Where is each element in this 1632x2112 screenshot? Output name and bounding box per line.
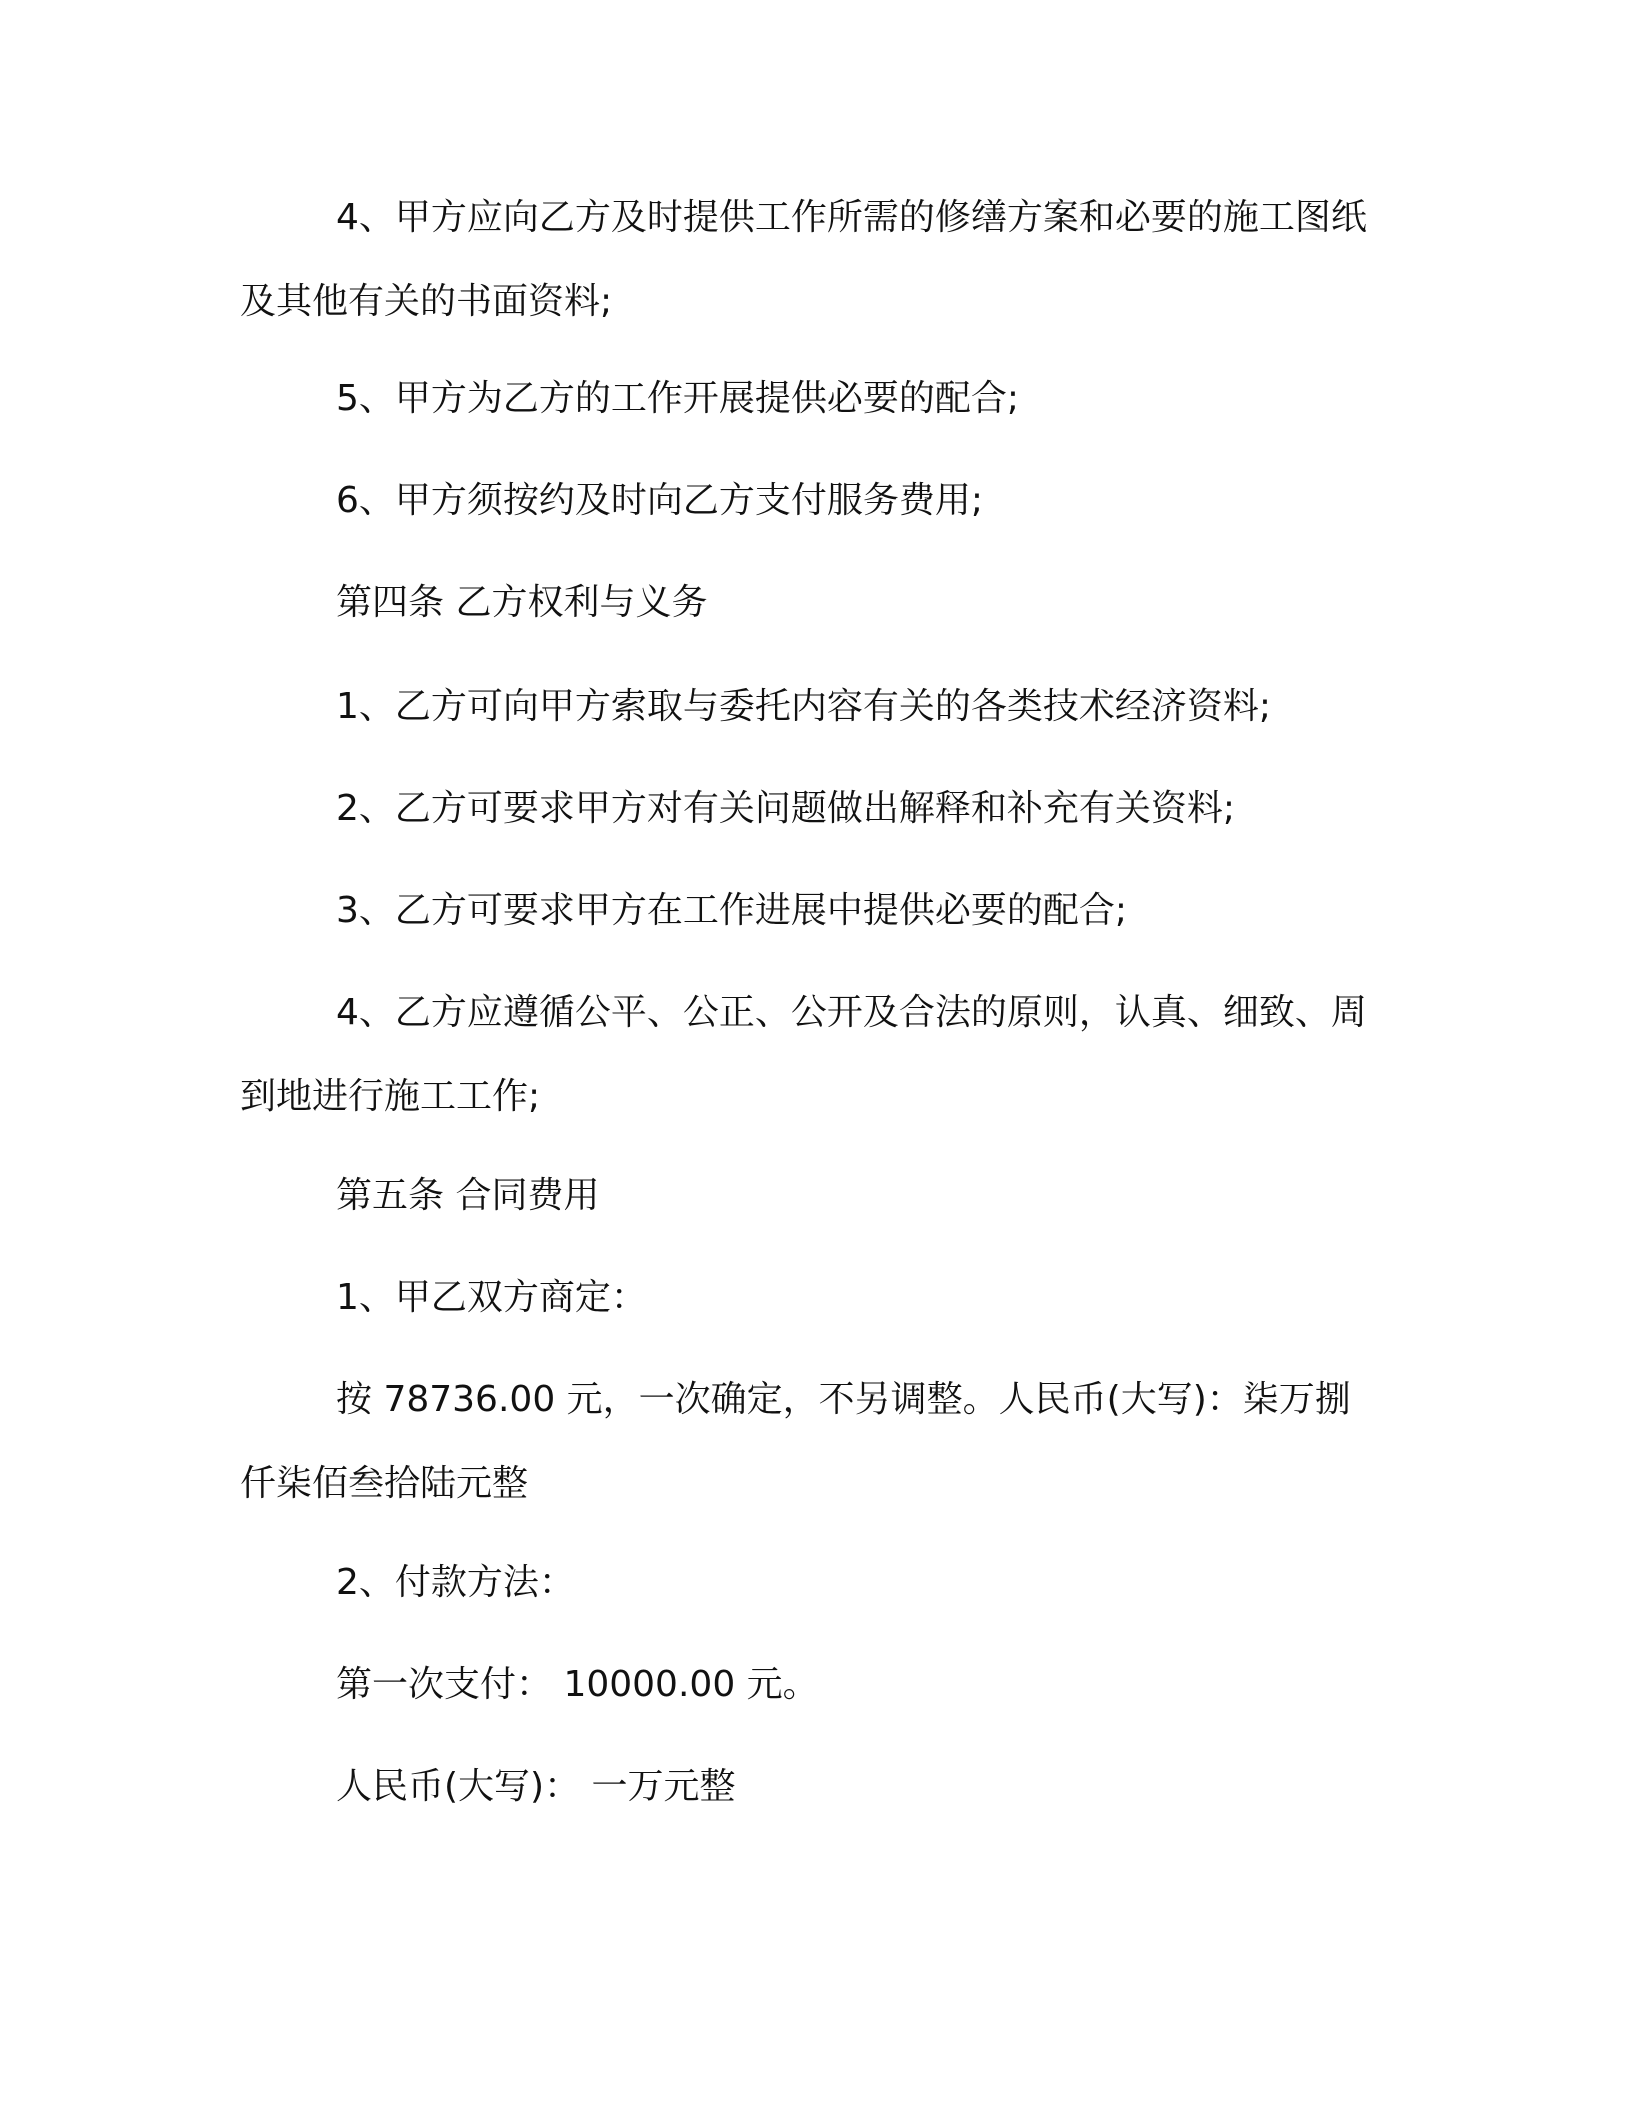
- clause-4-3: 3、乙方可要求甲方在工作进展中提供必要的配合;: [336, 890, 1128, 931]
- clause-3-6: 6、甲方须按约及时向乙方支付服务费用;: [336, 480, 984, 521]
- first-payment-words: 人民币(大写)： 一万元整: [336, 1766, 736, 1807]
- first-payment: 第一次支付： 10000.00 元。: [336, 1664, 819, 1705]
- clause-4-1: 1、乙方可向甲方索取与委托内容有关的各类技术经济资料;: [336, 686, 1272, 727]
- clause-4-4: 4、乙方应遵循公平、公正、公开及合法的原则，认真、细致、周到地进行施工工作;: [240, 992, 1367, 1117]
- fee-amount: 按 78736.00 元，一次确定，不另调整。人民币(大写)：柒万捌仟柒佰叁拾陆元整: [240, 1379, 1351, 1504]
- clause-5-1: 1、甲乙双方商定：: [336, 1277, 647, 1318]
- article-4-heading: 第四条 乙方权利与义务: [336, 582, 708, 623]
- clause-4-2: 2、乙方可要求甲方对有关问题做出解释和补充有关资料;: [336, 788, 1236, 829]
- clause-3-4: 4、甲方应向乙方及时提供工作所需的修缮方案和必要的施工图纸及其他有关的书面资料;: [240, 197, 1367, 322]
- clause-3-5: 5、甲方为乙方的工作开展提供必要的配合;: [336, 378, 1020, 419]
- article-5-heading: 第五条 合同费用: [336, 1175, 600, 1216]
- clause-5-2: 2、付款方法：: [336, 1562, 575, 1603]
